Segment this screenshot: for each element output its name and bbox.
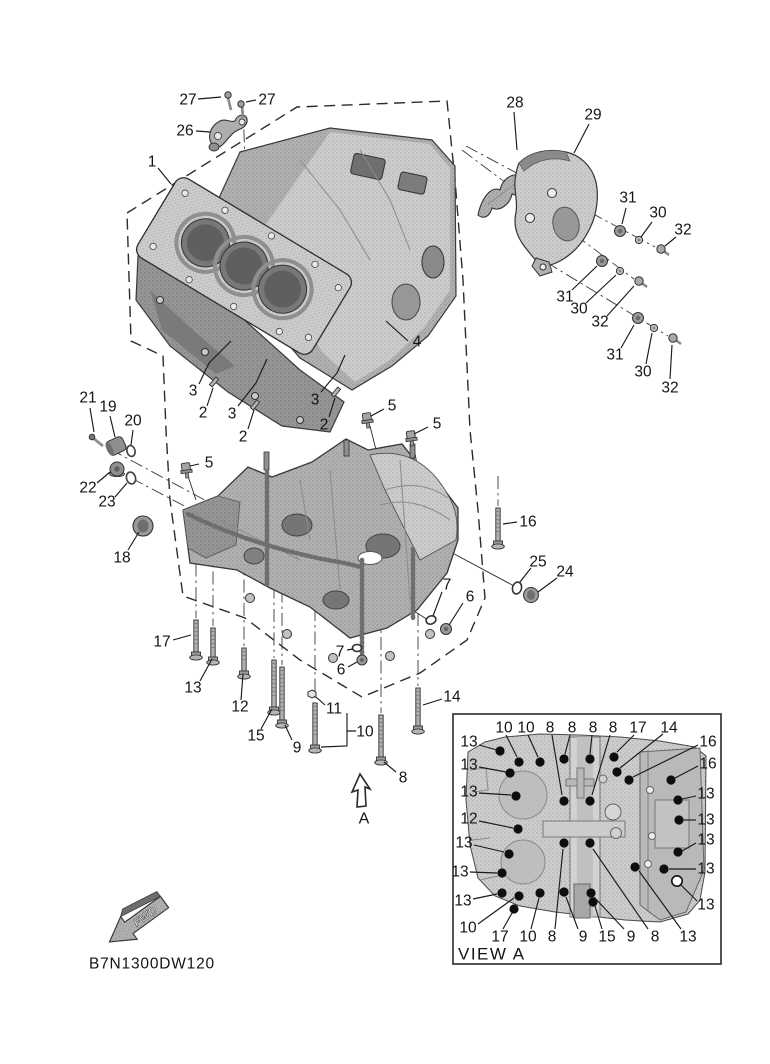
part-callout-8: 8 bbox=[567, 719, 577, 737]
boss bbox=[252, 393, 259, 400]
part-callout-4: 4 bbox=[412, 333, 422, 351]
part-callout-8: 8 bbox=[398, 769, 408, 787]
boss bbox=[202, 349, 209, 356]
bolt-position-dot bbox=[495, 746, 504, 755]
bolt-position-dot bbox=[559, 796, 568, 805]
part-callout-16: 16 bbox=[519, 513, 537, 531]
part-callout-26: 26 bbox=[176, 122, 194, 140]
part-callout-5: 5 bbox=[432, 415, 442, 433]
part-callout-5: 5 bbox=[204, 454, 214, 472]
leader-line bbox=[261, 709, 272, 729]
bolt-position-dot bbox=[514, 757, 523, 766]
lower-crankcase bbox=[183, 439, 458, 663]
part-callout-3: 3 bbox=[188, 382, 198, 400]
bolt-position-dot bbox=[659, 864, 668, 873]
part-callout-17: 17 bbox=[629, 719, 647, 737]
screw-32 bbox=[635, 277, 647, 287]
part-callout-22: 22 bbox=[79, 479, 97, 497]
case-pocket bbox=[244, 548, 264, 564]
leader-line bbox=[348, 662, 357, 667]
flange-bolt bbox=[238, 648, 251, 679]
part-callout-13: 13 bbox=[460, 783, 478, 801]
leader-line bbox=[641, 222, 652, 237]
nut-22 bbox=[110, 462, 125, 477]
part-callout-27: 27 bbox=[258, 91, 276, 109]
part-callout-8: 8 bbox=[547, 928, 557, 946]
leader-line bbox=[670, 345, 672, 379]
part-callout-27: 27 bbox=[179, 91, 197, 109]
part-callout-11: 11 bbox=[325, 700, 343, 718]
leader-line bbox=[128, 532, 139, 550]
part-callout-15: 15 bbox=[247, 727, 265, 745]
leader-line bbox=[538, 578, 557, 592]
leader-line bbox=[173, 635, 191, 640]
bolt-5 bbox=[361, 412, 374, 428]
part-callout-10: 10 bbox=[356, 723, 374, 741]
part-callout-13: 13 bbox=[697, 785, 715, 803]
leader-line bbox=[646, 333, 652, 364]
oil-gallery bbox=[611, 828, 622, 839]
part-callout-32: 32 bbox=[591, 313, 609, 331]
part-callout-12: 12 bbox=[231, 698, 249, 716]
part-callout-13: 13 bbox=[697, 896, 715, 914]
view-a-right-recess bbox=[655, 800, 689, 848]
cover-29 bbox=[515, 150, 598, 276]
boss bbox=[157, 297, 164, 304]
bolt-position-dot bbox=[630, 862, 639, 871]
bolt-position-dot bbox=[585, 754, 594, 763]
flange-bolt bbox=[412, 688, 425, 734]
part-callout-10: 10 bbox=[517, 719, 535, 737]
upper-case-bore bbox=[392, 284, 420, 320]
leader-line bbox=[449, 603, 463, 625]
bolt-position-dot bbox=[666, 775, 675, 784]
part-callout-2: 2 bbox=[319, 416, 329, 434]
view-a-open-hole bbox=[672, 876, 682, 886]
part-callout-7: 7 bbox=[442, 576, 452, 594]
screw-32 bbox=[669, 334, 681, 344]
fwd-arrow bbox=[98, 887, 172, 954]
part-callout-10: 10 bbox=[519, 928, 537, 946]
part-callout-13: 13 bbox=[451, 863, 469, 881]
part-callout-13: 13 bbox=[460, 756, 478, 774]
screw-21 bbox=[89, 434, 103, 446]
leader-line bbox=[503, 522, 517, 524]
dowel-pin-2 bbox=[331, 387, 340, 397]
leader-line bbox=[200, 659, 212, 681]
case-pocket bbox=[323, 591, 349, 609]
part-callout-8: 8 bbox=[545, 719, 555, 737]
part-callout-31: 31 bbox=[606, 346, 624, 364]
part-callout-1: 1 bbox=[147, 153, 157, 171]
part-callout-14: 14 bbox=[443, 688, 461, 706]
part-callout-13: 13 bbox=[697, 831, 715, 849]
part-callout-30: 30 bbox=[634, 363, 652, 381]
bolt-position-dot bbox=[559, 754, 568, 763]
leader-line bbox=[347, 649, 353, 650]
view-a-inset bbox=[451, 714, 721, 964]
bolt-position-dot bbox=[673, 847, 682, 856]
part-callout-13: 13 bbox=[679, 928, 697, 946]
leader-line bbox=[574, 124, 589, 153]
leader-line bbox=[384, 762, 396, 772]
flange-bolt bbox=[190, 620, 203, 660]
boss bbox=[386, 652, 395, 661]
bolt-27-left bbox=[225, 92, 231, 110]
boss bbox=[283, 630, 292, 639]
view-direction-arrow bbox=[352, 774, 370, 828]
bolt-position-dot bbox=[511, 791, 520, 800]
o-ring-20 bbox=[126, 445, 137, 458]
leader-line bbox=[115, 483, 127, 497]
o-ring-7 bbox=[353, 645, 362, 652]
leader-line bbox=[285, 725, 292, 740]
boss bbox=[297, 417, 304, 424]
bolt-position-dot bbox=[497, 868, 506, 877]
screw-32 bbox=[657, 245, 669, 255]
part-callout-32: 32 bbox=[674, 221, 692, 239]
leader-line bbox=[248, 410, 254, 429]
leader-line bbox=[196, 131, 210, 132]
leader-line bbox=[131, 430, 133, 445]
nut-31 bbox=[633, 313, 644, 324]
part-callout-8: 8 bbox=[588, 719, 598, 737]
stay-bracket-26 bbox=[209, 115, 247, 151]
leader-line bbox=[158, 168, 171, 184]
flange-bolt bbox=[375, 715, 388, 765]
view-direction-label: A bbox=[358, 810, 370, 828]
bolt-position-dot bbox=[624, 775, 633, 784]
part-callout-23: 23 bbox=[98, 493, 116, 511]
nut-6 bbox=[357, 655, 367, 665]
shaft-end bbox=[574, 884, 590, 918]
washer-30 bbox=[650, 324, 657, 331]
bolt-position-dot bbox=[509, 904, 518, 913]
part-callout-16: 16 bbox=[699, 733, 717, 751]
bolt-position-dot bbox=[505, 768, 514, 777]
part-callout-9: 9 bbox=[292, 739, 302, 757]
bolt-position-dot bbox=[559, 838, 568, 847]
part-callout-18: 18 bbox=[113, 549, 131, 567]
part-callout-3: 3 bbox=[227, 405, 237, 423]
part-callout-31: 31 bbox=[619, 189, 637, 207]
part-callout-9: 9 bbox=[626, 928, 636, 946]
bolt-position-dot bbox=[513, 824, 522, 833]
bolt-position-dot bbox=[535, 888, 544, 897]
nut-6 bbox=[441, 624, 452, 635]
leader-line bbox=[97, 472, 110, 483]
leader-line bbox=[621, 325, 634, 348]
part-callout-31: 31 bbox=[556, 288, 574, 306]
part-callout-15: 15 bbox=[598, 928, 616, 946]
boss bbox=[426, 630, 435, 639]
part-callout-7: 7 bbox=[335, 643, 345, 661]
oil-gallery bbox=[605, 804, 621, 820]
part-callout-16: 16 bbox=[699, 755, 717, 773]
bolt-position-dot bbox=[514, 891, 523, 900]
part-callout-6: 6 bbox=[336, 661, 346, 679]
o-ring-7 bbox=[425, 615, 437, 626]
part-callout-13: 13 bbox=[454, 892, 472, 910]
part-callout-5: 5 bbox=[387, 397, 397, 415]
bolt-position-dot bbox=[585, 838, 594, 847]
washer-23 bbox=[125, 471, 137, 485]
leader-line bbox=[207, 388, 213, 406]
leader-line bbox=[433, 592, 442, 616]
leader-line bbox=[572, 266, 597, 290]
part-callout-13: 13 bbox=[697, 860, 715, 878]
leader-line bbox=[110, 416, 115, 437]
leader-line bbox=[246, 100, 256, 102]
washer-30 bbox=[635, 236, 642, 243]
part-callout-17: 17 bbox=[491, 928, 509, 946]
part-callout-9: 9 bbox=[578, 928, 588, 946]
part-callout-13: 13 bbox=[460, 733, 478, 751]
leader-line bbox=[622, 208, 626, 224]
part-callout-29: 29 bbox=[584, 106, 602, 124]
flange-bolt bbox=[207, 628, 220, 665]
fwd-arrow-label: FWD bbox=[131, 904, 160, 930]
washer-30 bbox=[616, 267, 623, 274]
part-callout-2: 2 bbox=[198, 404, 208, 422]
leader-line bbox=[321, 731, 347, 747]
bolt-position-dot bbox=[497, 888, 506, 897]
nut-31 bbox=[615, 226, 626, 237]
upper-crankcase bbox=[133, 128, 456, 432]
part-callout-13: 13 bbox=[455, 834, 473, 852]
bolt-position-dot bbox=[612, 767, 621, 776]
part-callout-17: 17 bbox=[153, 633, 171, 651]
leader-line bbox=[414, 427, 428, 434]
part-callout-19: 19 bbox=[99, 398, 117, 416]
plug-24 bbox=[524, 588, 539, 603]
o-ring-25 bbox=[511, 581, 523, 595]
drawing-code: B7N1300DW120 bbox=[89, 955, 215, 973]
flange-bolt bbox=[268, 660, 281, 715]
bearing-journal bbox=[501, 840, 545, 884]
upper-case-bore bbox=[422, 246, 444, 278]
part-callout-30: 30 bbox=[570, 300, 588, 318]
part-callout-25: 25 bbox=[529, 553, 547, 571]
part-callout-13: 13 bbox=[697, 811, 715, 829]
part-callout-3: 3 bbox=[310, 391, 320, 409]
part-callout-30: 30 bbox=[649, 204, 667, 222]
leader-line bbox=[198, 97, 221, 99]
nut-31 bbox=[597, 256, 608, 267]
part-callout-10: 10 bbox=[495, 719, 513, 737]
bolt-position-dot bbox=[586, 888, 595, 897]
bolt-5 bbox=[180, 462, 193, 478]
part-callout-8: 8 bbox=[608, 719, 618, 737]
stud bbox=[344, 440, 349, 456]
leader-line bbox=[371, 409, 384, 416]
part-callout-20: 20 bbox=[124, 412, 142, 430]
bolt-position-dot bbox=[585, 796, 594, 805]
part-callout-2: 2 bbox=[238, 428, 248, 446]
part-callout-6: 6 bbox=[465, 588, 475, 606]
flange-bolt bbox=[276, 667, 289, 728]
bolt-position-dot bbox=[673, 795, 682, 804]
part-callout-14: 14 bbox=[660, 719, 678, 737]
plug-18 bbox=[133, 516, 153, 536]
leader-line bbox=[347, 713, 356, 731]
part-callout-10: 10 bbox=[459, 919, 477, 937]
part-callout-28: 28 bbox=[506, 94, 524, 112]
leader-line bbox=[423, 699, 442, 705]
damper-19 bbox=[104, 435, 128, 457]
bolt-position-dot bbox=[609, 752, 618, 761]
bolt-position-dot bbox=[674, 815, 683, 824]
part-callout-12: 12 bbox=[460, 810, 478, 828]
flange-bolt bbox=[492, 508, 505, 549]
part-callout-8: 8 bbox=[650, 928, 660, 946]
stud bbox=[264, 452, 269, 470]
leader-line bbox=[190, 464, 199, 466]
flange-bolt bbox=[309, 703, 322, 753]
part-callout-32: 32 bbox=[661, 379, 679, 397]
part-callout-24: 24 bbox=[556, 563, 574, 581]
view-a-title: VIEW A bbox=[458, 944, 526, 964]
part-callout-21: 21 bbox=[79, 389, 97, 407]
part-callout-13: 13 bbox=[184, 679, 202, 697]
bolt-position-dot bbox=[504, 849, 513, 858]
leader-line bbox=[514, 112, 517, 150]
leader-line bbox=[90, 408, 94, 432]
left-small-parts bbox=[89, 434, 153, 536]
boss bbox=[246, 594, 255, 603]
fitting-11 bbox=[308, 690, 316, 698]
bolt-position-dot bbox=[559, 887, 568, 896]
bolt-position-dot bbox=[535, 757, 544, 766]
